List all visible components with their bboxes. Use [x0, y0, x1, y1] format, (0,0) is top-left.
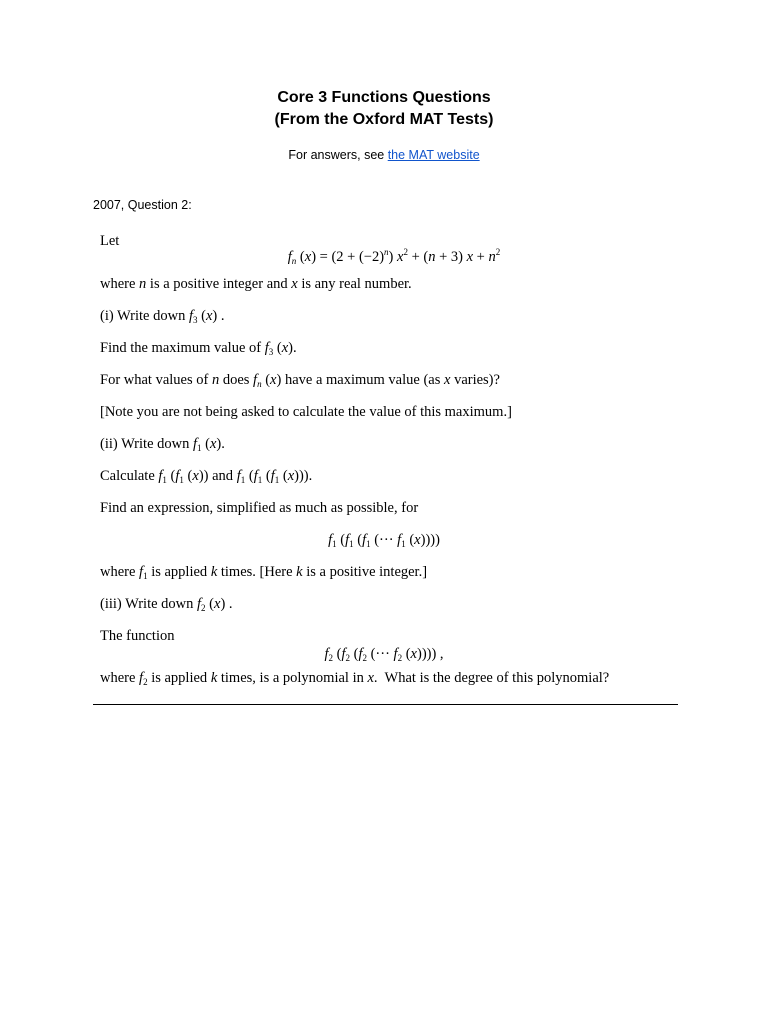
question-heading: 2007, Question 2:: [93, 198, 192, 212]
page-subtitle: (From the Oxford MAT Tests): [274, 111, 494, 128]
page-title: Core 3 Functions Questions: [277, 89, 491, 106]
let-line: Let: [100, 233, 120, 249]
polynomial-degree-line: where $f_2$ is applied k times, is a polynomial in x. What is the degree of this polynomial?: [100, 670, 610, 687]
part-iii-line: (iii) Write down $f_2$ (x) .: [100, 596, 233, 613]
for-what-line: For what values of n does $f_n$ (x) have a maximum value (as x varies)?: [100, 372, 500, 389]
applied-k-line: where $f_1$ is applied k times. [Here k is a positive integer.]: [100, 564, 428, 581]
calculate-line: Calculate $f_1$ ($f_1$ (x)) and $f_1$ ($f_1$ ($f_1$ (x))).: [100, 468, 313, 485]
answers-note: [0, 148, 768, 162]
find-expression-line: Find an expression, simplified as much as possible, for: [100, 500, 419, 516]
answers-prefix: For answers, see: [288, 148, 388, 162]
definition-equation: $f_n$ $(x) = (2 + (-2)^n)$ $x^2 + (n + 3) x + n^2$: [287, 247, 501, 266]
note-line: [Note you are not being asked to calculate the value of this maximum.]: [100, 404, 512, 420]
part-i-line: (i) Write down $f_3$ (x) .: [100, 308, 225, 325]
composition-f2-equation: $f_2$ ($f_2$ ($f_2$ (··· $f_2$ (x)))) ,: [324, 646, 444, 663]
find-max-line: Find the maximum value of $f_3$ (x).: [100, 340, 297, 357]
where-line: where n is a positive integer and x is any real number.: [100, 276, 412, 292]
mat-website-link[interactable]: the MAT website: [387, 148, 480, 162]
part-ii-line: (ii) Write down $f_1$ (x).: [100, 436, 225, 453]
the-function-line: The function: [100, 628, 175, 644]
divider-rule: [93, 704, 678, 705]
composition-f1-equation: $f_1$ ($f_1$ ($f_1$ (··· $f_1$ (x)))): [328, 532, 440, 549]
